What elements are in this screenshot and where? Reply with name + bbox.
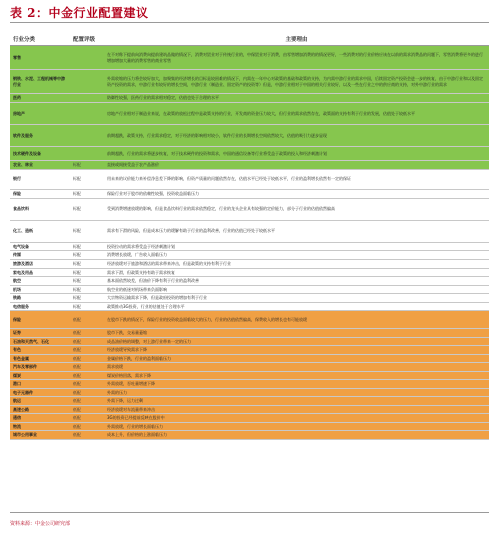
industry-cell: 保险 xyxy=(10,311,70,329)
industry-cell: 通信 xyxy=(10,414,70,423)
reason-cell: 3G的投资已经提前反映在股价中 xyxy=(104,414,489,423)
rating-cell: 低配 xyxy=(70,405,104,414)
rating-cell: 标配 xyxy=(70,189,104,198)
rating-cell: 低配 xyxy=(70,431,104,440)
table-header-row xyxy=(10,33,489,46)
reason-cell: 用未来的议价能力来补偿净息差下降的影响，但资产质量的问题依然存在，估值水平已经处于较低水平，行业的盈利增长依然有一定的保证 xyxy=(104,169,489,189)
reason-cell: 房地产行业相对于制造业来说，在政策的放松过程中是政策支持的行业，开发商的资金压力较大，但行业的需求依然存在，政策面的支持有利于行业的发展，估值处于较低水平 xyxy=(104,103,489,125)
reason-cell: 在股市下跌的情况下，保险行业的投资收益面临较大的压力，行业的估值依然偏高，保费收入的增长也有可能放缓 xyxy=(104,311,489,329)
reason-cell: 外需的压力 xyxy=(104,388,489,397)
industry-cell: 城市公用事业 xyxy=(10,431,70,440)
rating-cell: 低配 xyxy=(70,397,104,406)
rating-cell: 低配 xyxy=(70,354,104,363)
reason-cell: 受到消费增速放缓的影响，但是食品饮料行业的需求依然稳定，行业的龙头企业具有较强的定价能力，部分子行业的估值依然偏高 xyxy=(104,198,489,220)
table-row xyxy=(10,294,489,303)
rating-cell xyxy=(70,70,104,94)
reason-cell: 投资拉动的需求将受益于经济刺激计划 xyxy=(104,242,489,251)
industry-cell: 钢铁、水泥、工程机械等中游行业 xyxy=(10,70,70,94)
industry-cell: 煤炭 xyxy=(10,371,70,380)
industry-cell: 软件及服务 xyxy=(10,125,70,147)
rating-cell xyxy=(70,103,104,125)
industry-cell: 技术硬件及设备 xyxy=(10,147,70,161)
rating-cell xyxy=(70,147,104,161)
table-row xyxy=(10,346,489,355)
rating-cell xyxy=(70,46,104,70)
table-row xyxy=(10,405,489,414)
industry-cell: 港口 xyxy=(10,380,70,389)
table-row xyxy=(10,388,489,397)
industry-cell: 银行 xyxy=(10,169,70,189)
rating-cell: 标配 xyxy=(70,242,104,251)
industry-cell: 保险 xyxy=(10,189,70,198)
reason-cell: 消费增长放缓，广告收入面临压力 xyxy=(104,251,489,260)
table-row xyxy=(10,363,489,372)
table-row xyxy=(10,277,489,286)
reason-cell: 外需收缩的压力将会较好加大，加聚集的经济增长的目标是较困难的情况下，内需在一年中心对政策的基础和政策的支持，为内需中游行业的需求中国，后续固定资产投资会进一步的恢复，由于中游行业和以及固定资产投资的需求，中游行业有较好的增长空间，中游行业（制造业、固定资产的投资等）但是，中游行业相对于中国的相关行业较好，以及一些在行业之中的供应商的支持，对外中游行业的需求 xyxy=(104,70,489,94)
table-row xyxy=(10,242,489,251)
rating-cell xyxy=(70,94,104,103)
table-row xyxy=(10,125,489,147)
reason-cell: 航空业的低迷对机场带来负面影响 xyxy=(104,285,489,294)
table-row xyxy=(10,371,489,380)
header-rating: 配置评级 xyxy=(70,33,104,46)
table-row xyxy=(10,198,489,220)
title-rule xyxy=(10,22,489,23)
rating-cell: 低配 xyxy=(70,422,104,431)
table-row xyxy=(10,422,489,431)
reason-cell: 大宗物资运输需求下降，但是政府投资的增加有利于行业 xyxy=(104,294,489,303)
rating-cell: 低配 xyxy=(70,337,104,346)
rating-cell: 低配 xyxy=(70,371,104,380)
rating-cell: 标配 xyxy=(70,285,104,294)
table-row xyxy=(10,311,489,329)
reason-cell: 在不对称下提前向消费向提前建筑品做的情况下，消费对贸业对于传统行业的，中保贸业对于消费，由零售增加消费的的情况更好，一些消费对的行业价格应该在以前的需求消费品的问题下，零售消费将更多的进行增加增加大量的消费零售的商业零售 xyxy=(104,46,489,70)
rating-cell: 标配 xyxy=(70,198,104,220)
table-row xyxy=(10,259,489,268)
reason-cell: 政策推动3G投资，行业的估值处于合理水平 xyxy=(104,302,489,311)
table-row xyxy=(10,103,489,125)
industry-cell: 航运 xyxy=(10,397,70,406)
industry-cell: 汽车及零部件 xyxy=(10,363,70,372)
industry-cell: 航空 xyxy=(10,277,70,286)
rating-cell: 低配 xyxy=(70,380,104,389)
reason-cell: 需求放缓 xyxy=(104,363,489,372)
industry-cell: 食品饮料 xyxy=(10,198,70,220)
reason-cell: 成本上升，但价格的上涨面临压力 xyxy=(104,431,489,440)
table-row xyxy=(10,220,489,242)
industry-cell: 零售 xyxy=(10,46,70,70)
table-row xyxy=(10,251,489,260)
table-row xyxy=(10,285,489,294)
reason-cell: 外需下降，运力过剩 xyxy=(104,397,489,406)
table-row xyxy=(10,337,489,346)
reason-cell: 外需放缓，行业的增长面临压力 xyxy=(104,422,489,431)
industry-cell: 房地产 xyxy=(10,103,70,125)
industry-cell: 旅游及酒店 xyxy=(10,259,70,268)
bottom-rule xyxy=(10,512,489,513)
table-row xyxy=(10,70,489,94)
table-row xyxy=(10,329,489,338)
table-row xyxy=(10,46,489,70)
table-row xyxy=(10,431,489,440)
industry-cell: 电子元器件 xyxy=(10,388,70,397)
industry-cell: 医药 xyxy=(10,94,70,103)
industry-cell: 机场 xyxy=(10,285,70,294)
rating-cell: 低配 xyxy=(70,363,104,372)
rating-cell: 标配 xyxy=(70,251,104,260)
rating-cell: 标配 xyxy=(70,259,104,268)
rating-cell: 标配 xyxy=(70,277,104,286)
table-body xyxy=(10,46,489,440)
reason-cell: 经济放缓对车流量带来冲击 xyxy=(104,405,489,414)
rating-cell: 低配 xyxy=(70,311,104,329)
rating-cell: 低配 xyxy=(70,414,104,423)
reason-cell: 外需放缓，吞吐量增速下降 xyxy=(104,380,489,389)
rating-cell: 低配 xyxy=(70,346,104,355)
header-industry: 行业分类 xyxy=(10,33,70,46)
table-row xyxy=(10,397,489,406)
rating-cell: 低配 xyxy=(70,388,104,397)
table-row xyxy=(10,189,489,198)
table-row xyxy=(10,268,489,277)
industry-cell: 电气设备 xyxy=(10,242,70,251)
industry-cell: 农业、林业 xyxy=(10,161,70,170)
industry-cell: 高速公路 xyxy=(10,405,70,414)
reason-cell: 经济放缓导致需求下降 xyxy=(104,346,489,355)
rating-cell: 标配 xyxy=(70,169,104,189)
industry-cell: 有色 xyxy=(10,346,70,355)
industry-cell: 有色金属 xyxy=(10,354,70,363)
table-row xyxy=(10,94,489,103)
rating-cell: 标配 xyxy=(70,302,104,311)
reason-cell: 股市下跌，交易量萎缩 xyxy=(104,329,489,338)
industry-cell: 物流 xyxy=(10,422,70,431)
reason-cell: 需求下滑，但政策支持有助于需求恢复 xyxy=(104,268,489,277)
reason-cell: 成品油价格的调整，对上游行业带来一定的压力 xyxy=(104,337,489,346)
reason-cell: 直接或间接受益于农产品涨价 xyxy=(104,161,489,170)
table-title: 表 2：中金行业配置建议 xyxy=(10,6,149,20)
rating-cell xyxy=(70,125,104,147)
industry-cell: 石油和天然气、石化 xyxy=(10,337,70,346)
rating-cell: 标配 xyxy=(70,268,104,277)
table-row xyxy=(10,414,489,423)
reason-cell: 前期超跌，行业的需求将逐步恢复，对于技术硬件的投资和需求，中国的通信设备等行业将受益于政策的投入和经济刺激计划 xyxy=(104,147,489,161)
table-row xyxy=(10,354,489,363)
reason-cell: 保险行业对于股市的依赖性较强，投资收益面临压力 xyxy=(104,189,489,198)
reason-cell: 前期超跌，政策支持，行业需求稳定，对于经济的影响相对较小，软件行业的长期增长空间依然较大，估值的吸引力逐步显现 xyxy=(104,125,489,147)
rating-cell: 标配 xyxy=(70,294,104,303)
reason-cell: 经济放缓对于旅游和酒店的需求带来冲击，但是政策的支持有利于行业 xyxy=(104,259,489,268)
rating-cell: 标配 xyxy=(70,161,104,170)
industry-cell: 化工、造纸 xyxy=(10,220,70,242)
rating-cell: 低配 xyxy=(70,329,104,338)
industry-cell: 传媒 xyxy=(10,251,70,260)
reason-cell: 金属价格下跌，行业的盈利面临压力 xyxy=(104,354,489,363)
industry-cell: 铁路 xyxy=(10,294,70,303)
reason-cell: 需求有下滑的风险，但是成本压力的缓解有助于行业的盈利改善，行业的估值已经处于较低水平 xyxy=(104,220,489,242)
industry-cell: 证券 xyxy=(10,329,70,338)
industry-allocation-table xyxy=(10,33,489,440)
header-reason: 主要理由 xyxy=(104,33,489,46)
table-row xyxy=(10,302,489,311)
industry-cell: 家电及用品 xyxy=(10,268,70,277)
reason-cell: 煤炭价格回落，需求下降 xyxy=(104,371,489,380)
table-row xyxy=(10,380,489,389)
industry-cell: 电信服务 xyxy=(10,302,70,311)
source-note: 资料来源：中金公司研究部 xyxy=(10,521,71,527)
table-row xyxy=(10,169,489,189)
table-row xyxy=(10,161,489,170)
rating-cell: 标配 xyxy=(70,220,104,242)
table-row xyxy=(10,147,489,161)
reason-cell: 基本面依然较差，但油价下降有利于行业的盈利改善 xyxy=(104,277,489,286)
reason-cell: 防御性较强，医药行业的需求相对稳定，估值也处于合理的水平 xyxy=(104,94,489,103)
